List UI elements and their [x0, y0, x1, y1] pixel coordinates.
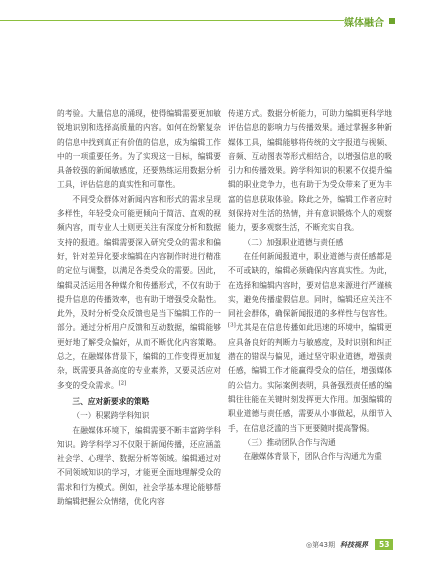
- right-column: [228, 107, 392, 464]
- section-square-icon: [389, 18, 395, 24]
- paragraph: 在融媒体背景下，团队合作与沟通尤为重: [243, 452, 382, 462]
- paragraph: 的考验。大量信息的涌现，使得编辑需要更加敏锐地识别和选择高质量的内容。如何在纷繁复杂的信息中找到真正有价值的信息，成为编辑工作中的一项重要任务。为了实现这一目标，编辑要具备较强的新闻敏感度，还要熟练运用数据分析工具，评估信息的真实性和可靠性。: [57, 109, 221, 190]
- page-number: 53: [375, 539, 393, 550]
- subsection-heading: （二）加强职业道德与责任感: [243, 237, 344, 247]
- magazine-name: 科技视界: [340, 539, 369, 549]
- citation: [2]: [118, 380, 127, 387]
- header-rule: [0, 20, 344, 21]
- section-heading: 三、应对新要求的策略: [72, 396, 150, 406]
- subsection-heading: （一）积累跨学科知识: [72, 411, 150, 421]
- paragraph: 在融媒体环境下，编辑需要不断丰富跨学科知识。跨学科学习不仅限于新闻传播，还应涵盖社会学、心理学、数据分析等领域。编辑通过对不同领域知识的学习，才能更全面地理解受众的需求和行为模式。例如，社会学基本理论能够帮助编辑把握公众情绪，优化内容: [57, 425, 221, 507]
- left-column: [57, 107, 221, 509]
- paragraph-text: 尤其是在信息传播如此迅速的环境中，编辑更应具备良好的判断力与敏感度，及时识别和纠正潜在的错误与偏见，通过坚守职业道德，增强责任感，编辑工作才能赢得受众的信任，增强媒体的公信力。实际案例表明，具备强烈责任感的编辑往往能在关键时刻发挥更大作用。加强编辑的职业道德与责任感，需要从小事做起，从细节入手，在信息泛滥的当下更要随时提高警惕。: [228, 323, 392, 433]
- paragraph: [57, 193, 221, 393]
- section-tag: [344, 12, 416, 30]
- paragraph-text: 在任何新闻报道中，职业道德与责任感都是不可或缺的，编辑必须确保内容真实性。为此，在选择和编辑内容时，要对信息来源进行严谨核实，避免传播虚假信息。同时，编辑还应关注不同社会群体，确保新闻报道的多样性与包容性。: [228, 251, 392, 319]
- issue-number: ◎第43期: [306, 540, 336, 549]
- paragraph: [228, 250, 392, 436]
- citation: [3]: [228, 322, 236, 329]
- paragraph-text: 不同受众群体对新闻内容和形式的需求呈现多样性，年轻受众可能更倾向于简洁、直观的视频内容，而专业人士则更关注有深度分析和数据支持的报道。编辑需要深入研究受众的需求和偏好，针对差异化要求编辑在内容制作时进行精准的定位与调整，以满足各类受众的需要。因此，编辑灵活运用各种媒介和传播形式，不仅有助于提升信息的传播效率，也有助于增强受众黏性。此外，及时分析受众反馈也是当下编辑工作的一部分。通过分析用户反馈和互动数据，编辑能够更好地了解受众偏好，从而不断优化内容策略。总之，在融媒体背景下，编辑的工作变得更加复杂，既需要具备高度的专业素养，又要灵活应对多变的受众需求。: [57, 194, 221, 390]
- subsection-heading: （三）推动团队合作与沟通: [243, 437, 336, 447]
- paragraph: 传递方式。数据分析能力，可助力编辑更科学地评估信息的影响力与传播效果。通过掌握多种新媒体工具，编辑能够将传统的文字报道与视频、音频、互动图表等形式相结合，以增强信息的吸引力和传播效果。跨学科知识的积累不仅提升编辑的职业竞争力，也有助于为受众带来了更为丰富的信息获取体验。除此之外，编辑工作者应时刻保持对生活的热情，并有意识锻炼个人的观察能力，要多观察生活，不断充实自我。: [228, 109, 392, 233]
- section-title: 媒体融合: [344, 17, 384, 29]
- page-footer: [306, 539, 393, 550]
